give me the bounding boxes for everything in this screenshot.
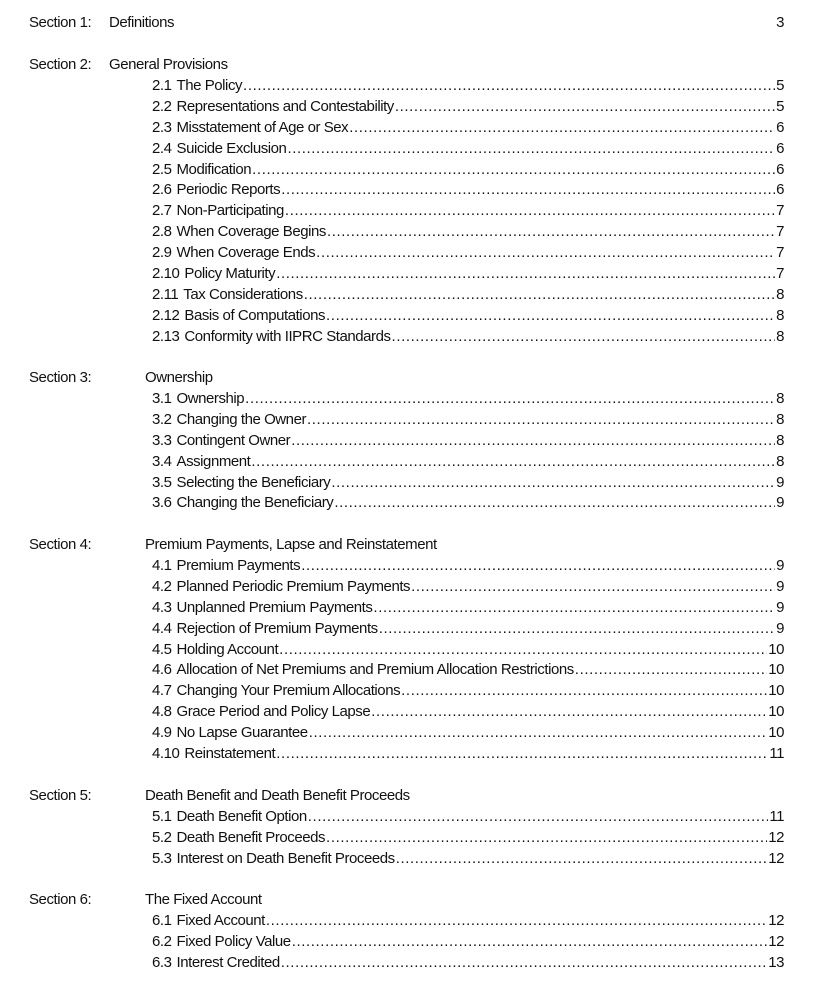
- entry-number: 4.10: [152, 745, 180, 762]
- entry-title: When Coverage Ends: [176, 244, 316, 262]
- toc-entry[interactable]: [152, 701, 784, 722]
- section-page-number: 3: [776, 14, 784, 31]
- entry-page-number: 5: [776, 97, 784, 115]
- section-label: Section 5:: [29, 787, 92, 804]
- entry-number: 2.3: [152, 118, 172, 136]
- entry-page-number: 12: [768, 932, 784, 950]
- toc-entry[interactable]: [152, 242, 784, 263]
- entry-page-number: 9: [776, 494, 784, 512]
- dot-leader: [287, 138, 775, 159]
- entry-title: Fixed Account: [176, 911, 265, 929]
- entry-number: 3.2: [152, 410, 172, 428]
- section-label: Section 1:: [29, 14, 92, 31]
- entry-number: 2.6: [152, 181, 172, 199]
- entry-number: 6.2: [152, 932, 172, 950]
- entry-title: Death Benefit Proceeds: [176, 828, 326, 846]
- entry-title: Holding Account: [176, 640, 279, 658]
- dot-leader: [379, 618, 775, 639]
- dot-leader: [285, 200, 775, 221]
- toc-entry[interactable]: [152, 597, 784, 618]
- entry-number: 2.1: [152, 76, 172, 94]
- entry-page-number: 10: [768, 661, 784, 679]
- entry-number: 3.3: [152, 431, 172, 449]
- toc-entry[interactable]: [152, 472, 784, 493]
- dot-leader: [334, 492, 775, 513]
- entry-number: 6.1: [152, 911, 172, 929]
- toc-entry[interactable]: [152, 326, 784, 347]
- entry-title: Changing the Owner: [176, 410, 307, 428]
- entry-number: 3.4: [152, 452, 172, 470]
- entry-title: Modification: [176, 160, 252, 178]
- section-heading: [29, 54, 784, 75]
- dot-leader: [327, 221, 775, 242]
- toc-entry[interactable]: [152, 931, 784, 952]
- entry-page-number: 9: [776, 473, 784, 491]
- entry-page-number: 6: [776, 118, 784, 136]
- dot-leader: [349, 117, 775, 138]
- entry-page-number: 12: [768, 911, 784, 929]
- entry-number: 4.9: [152, 724, 172, 742]
- entry-page-number: 6: [776, 139, 784, 157]
- dot-leader: [266, 910, 767, 931]
- dot-leader: [304, 284, 775, 305]
- toc-entry[interactable]: [152, 284, 784, 305]
- toc-entry[interactable]: [152, 910, 784, 931]
- entry-page-number: 9: [776, 556, 784, 574]
- section-title: Premium Payments, Lapse and Reinstatement: [145, 536, 437, 553]
- entry-title: No Lapse Guarantee: [176, 724, 308, 742]
- entry-page-number: 9: [776, 598, 784, 616]
- toc-entry[interactable]: [152, 430, 784, 451]
- entry-number: 2.13: [152, 327, 180, 345]
- entry-page-number: 8: [776, 431, 784, 449]
- entry-page-number: 13: [768, 953, 784, 971]
- entry-number: 2.2: [152, 97, 172, 115]
- entry-number: 5.3: [152, 849, 172, 867]
- dot-leader: [245, 388, 775, 409]
- entry-title: Grace Period and Policy Lapse: [176, 703, 371, 721]
- dot-leader: [276, 743, 768, 764]
- entry-number: 5.1: [152, 807, 172, 825]
- entry-number: 5.2: [152, 828, 172, 846]
- entry-title: Changing the Beneficiary: [176, 494, 334, 512]
- section-heading: [29, 534, 784, 555]
- toc-entry[interactable]: [152, 179, 784, 200]
- section-label: Section 4:: [29, 536, 92, 553]
- toc-entry[interactable]: [152, 659, 784, 680]
- entry-title: Interest on Death Benefit Proceeds: [176, 849, 395, 867]
- entry-title: Periodic Reports: [176, 181, 281, 199]
- section-heading: [29, 785, 784, 806]
- entry-title: Death Benefit Option: [176, 807, 307, 825]
- toc-entry[interactable]: [152, 680, 784, 701]
- entry-title: Misstatement of Age or Sex: [176, 118, 349, 136]
- dot-leader: [307, 409, 775, 430]
- section-title: Ownership: [145, 369, 213, 386]
- dot-leader: [331, 472, 775, 493]
- entry-title: Basis of Computations: [184, 306, 326, 324]
- toc-entry[interactable]: [152, 555, 784, 576]
- entry-page-number: 6: [776, 181, 784, 199]
- dot-leader: [575, 659, 767, 680]
- entry-number: 2.7: [152, 202, 172, 220]
- dot-leader: [281, 179, 775, 200]
- entry-page-number: 10: [768, 640, 784, 658]
- entry-page-number: 10: [768, 703, 784, 721]
- section-label: Section 6:: [29, 891, 92, 908]
- dot-leader: [395, 96, 775, 117]
- toc-entry[interactable]: [152, 576, 784, 597]
- toc-entry[interactable]: [152, 200, 784, 221]
- entry-title: Contingent Owner: [176, 431, 291, 449]
- section-label: Section 2:: [29, 56, 92, 73]
- entry-page-number: 12: [768, 849, 784, 867]
- dot-leader: [281, 952, 767, 973]
- entry-number: 3.6: [152, 494, 172, 512]
- entry-page-number: 11: [769, 807, 784, 825]
- entry-page-number: 8: [776, 327, 784, 345]
- entry-number: 2.10: [152, 265, 180, 282]
- toc-entry[interactable]: [152, 639, 784, 660]
- toc-entry[interactable]: [152, 263, 784, 284]
- dot-leader: [276, 263, 775, 284]
- entry-title: Representations and Contestability: [176, 97, 394, 115]
- dot-leader: [251, 451, 775, 472]
- section-title: The Fixed Account: [145, 891, 262, 908]
- entry-number: 2.4: [152, 139, 172, 157]
- dot-leader: [401, 680, 767, 701]
- entry-title: Rejection of Premium Payments: [176, 619, 378, 637]
- toc-entry[interactable]: [152, 952, 784, 973]
- entry-page-number: 10: [768, 724, 784, 742]
- entry-number: 4.3: [152, 598, 172, 616]
- dot-leader: [392, 326, 776, 347]
- entry-number: 2.5: [152, 160, 172, 178]
- section-heading: [29, 367, 784, 388]
- entry-title: Reinstatement: [184, 745, 276, 762]
- dot-leader: [326, 827, 767, 848]
- entry-title: Suicide Exclusion: [176, 139, 287, 157]
- toc-entry[interactable]: [152, 305, 784, 326]
- entry-number: 4.4: [152, 619, 172, 637]
- entry-title: Changing Your Premium Allocations: [176, 682, 401, 700]
- dot-leader: [279, 639, 767, 660]
- toc-entry[interactable]: [152, 492, 784, 513]
- entry-number: 4.2: [152, 577, 172, 595]
- entry-title: Tax Considerations: [183, 285, 303, 303]
- entry-number: 3.5: [152, 473, 172, 491]
- dot-leader: [316, 242, 775, 263]
- entry-page-number: 9: [776, 577, 784, 595]
- entry-page-number: 8: [776, 306, 784, 324]
- entry-number: 4.7: [152, 682, 172, 700]
- entry-number: 2.9: [152, 244, 172, 262]
- entry-page-number: 7: [776, 265, 784, 282]
- toc-entry[interactable]: [152, 388, 784, 409]
- entry-number: 6.3: [152, 953, 172, 971]
- entry-page-number: 8: [776, 389, 784, 407]
- entry-page-number: 7: [776, 202, 784, 220]
- entry-page-number: 8: [776, 410, 784, 428]
- dot-leader: [373, 597, 775, 618]
- entry-title: Fixed Policy Value: [176, 932, 291, 950]
- toc-entry[interactable]: [152, 75, 784, 96]
- entry-number: 4.8: [152, 703, 172, 721]
- toc-entry[interactable]: [152, 409, 784, 430]
- section-title: General Provisions: [109, 56, 228, 73]
- entry-page-number: 7: [776, 223, 784, 241]
- entry-title: Conformity with IIPRC Standards: [184, 327, 391, 345]
- dot-leader: [411, 576, 775, 597]
- section-title: Death Benefit and Death Benefit Proceeds: [145, 787, 410, 804]
- dot-leader: [292, 931, 768, 952]
- toc-entry[interactable]: [152, 451, 784, 472]
- section-heading: [29, 889, 784, 910]
- entry-title: Policy Maturity: [184, 265, 276, 282]
- entry-title: Unplanned Premium Payments: [176, 598, 373, 616]
- section-heading: [29, 12, 784, 33]
- entry-title: Assignment: [176, 452, 251, 470]
- toc-entry[interactable]: [152, 221, 784, 242]
- toc-entry[interactable]: [152, 138, 784, 159]
- dot-leader: [326, 305, 775, 326]
- entry-number: 2.11: [152, 285, 179, 303]
- entry-page-number: 8: [776, 285, 784, 303]
- entry-page-number: 11: [769, 745, 784, 762]
- entry-number: 4.1: [152, 556, 172, 574]
- toc-entry[interactable]: [152, 722, 784, 743]
- entry-number: 2.8: [152, 223, 172, 241]
- entry-title: Selecting the Beneficiary: [176, 473, 331, 491]
- entry-title: When Coverage Begins: [176, 223, 326, 241]
- entry-title: The Policy: [176, 76, 243, 94]
- entry-number: 2.12: [152, 306, 180, 324]
- section-title: Definitions: [109, 14, 175, 31]
- toc-entry[interactable]: [152, 117, 784, 138]
- dot-leader: [308, 806, 769, 827]
- dot-leader: [252, 159, 775, 180]
- dot-leader: [371, 701, 767, 722]
- toc-entry[interactable]: [152, 618, 784, 639]
- toc-entry[interactable]: [152, 96, 784, 117]
- toc-entry[interactable]: [152, 743, 784, 764]
- dot-leader: [396, 848, 768, 869]
- entry-number: 4.6: [152, 661, 172, 679]
- dot-leader: [309, 722, 768, 743]
- entry-title: Interest Credited: [176, 953, 280, 971]
- entry-page-number: 9: [776, 619, 784, 637]
- toc-entry[interactable]: [152, 159, 784, 180]
- entry-title: Ownership: [176, 389, 245, 407]
- toc-entry[interactable]: [152, 827, 784, 848]
- section-label: Section 3:: [29, 369, 92, 386]
- entry-page-number: 6: [776, 160, 784, 178]
- dot-leader: [243, 75, 775, 96]
- toc-entry[interactable]: [152, 848, 784, 869]
- entry-page-number: 12: [768, 828, 784, 846]
- entry-title: Planned Periodic Premium Payments: [176, 577, 411, 595]
- toc-entry[interactable]: [152, 806, 784, 827]
- entry-page-number: 5: [776, 76, 784, 94]
- entry-page-number: 7: [776, 244, 784, 262]
- entry-title: Allocation of Net Premiums and Premium Allocation Restrictions: [176, 661, 574, 679]
- dot-leader: [301, 555, 775, 576]
- entry-page-number: 10: [768, 682, 784, 700]
- entry-number: 3.1: [152, 389, 172, 407]
- dot-leader: [291, 430, 775, 451]
- entry-title: Premium Payments: [176, 556, 301, 574]
- entry-page-number: 8: [776, 452, 784, 470]
- entry-number: 4.5: [152, 640, 172, 658]
- entry-title: Non-Participating: [176, 202, 284, 220]
